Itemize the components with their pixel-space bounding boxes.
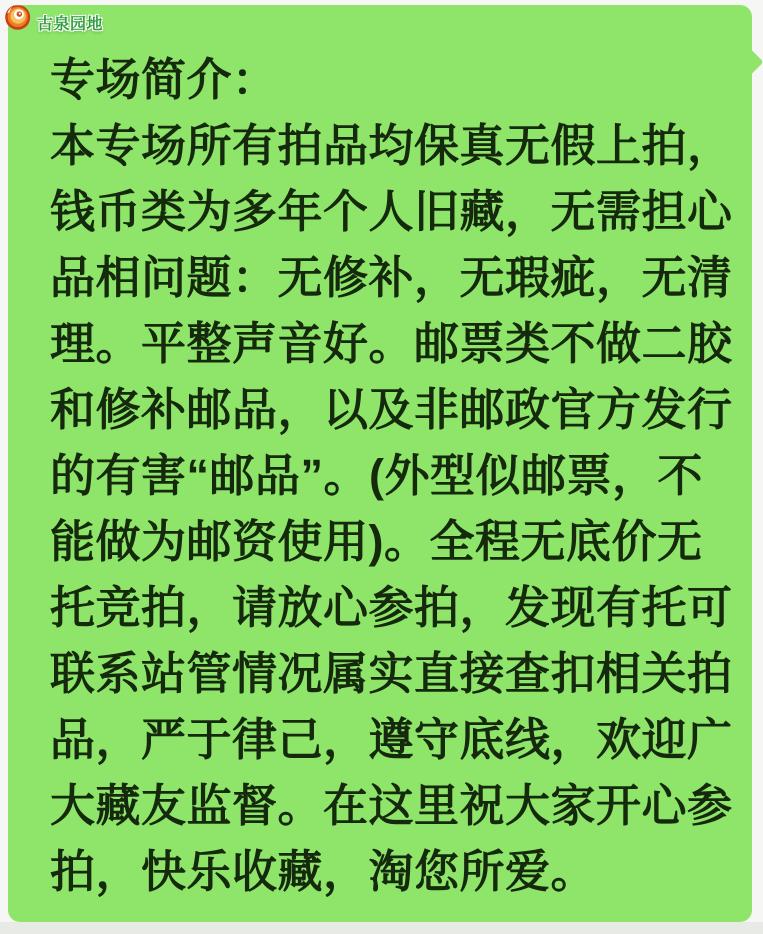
message-line: 品，严于律己，遵守底线，欢迎广 xyxy=(50,714,733,765)
message-line: 能做为邮资使用)。全程无底价无 xyxy=(50,516,703,567)
message-line: 品相问题：无修补，无瑕疵，无清 xyxy=(50,252,733,303)
message-line: 和修补邮品，以及非邮政官方发行 xyxy=(50,384,733,435)
message-text xyxy=(8,5,752,921)
message-line: 联系站管情况属实直接查扣相关拍 xyxy=(50,648,733,699)
message-line: 的有害“邮品”。(外型似邮票，不 xyxy=(50,450,703,501)
swirl-coin-icon xyxy=(3,2,34,31)
site-watermark xyxy=(3,2,103,34)
page-bottom-strip xyxy=(0,922,763,934)
site-name: 古泉园地 xyxy=(37,16,104,33)
message-line: 专场简介： xyxy=(50,54,278,105)
message-line: 大藏友监督。在这里祝大家开心参 xyxy=(50,780,733,831)
message-line: 托竞拍，请放心参拍，发现有托可 xyxy=(50,582,733,633)
message-line: 本专场所有拍品均保真无假上拍， xyxy=(50,120,733,171)
message-line: 钱币类为多年个人旧藏，无需担心 xyxy=(50,186,733,237)
message-line: 拍，快乐收藏，淘您所爱。 xyxy=(50,846,597,897)
message-line: 理。平整声音好。邮票类不做二胶 xyxy=(50,318,733,369)
